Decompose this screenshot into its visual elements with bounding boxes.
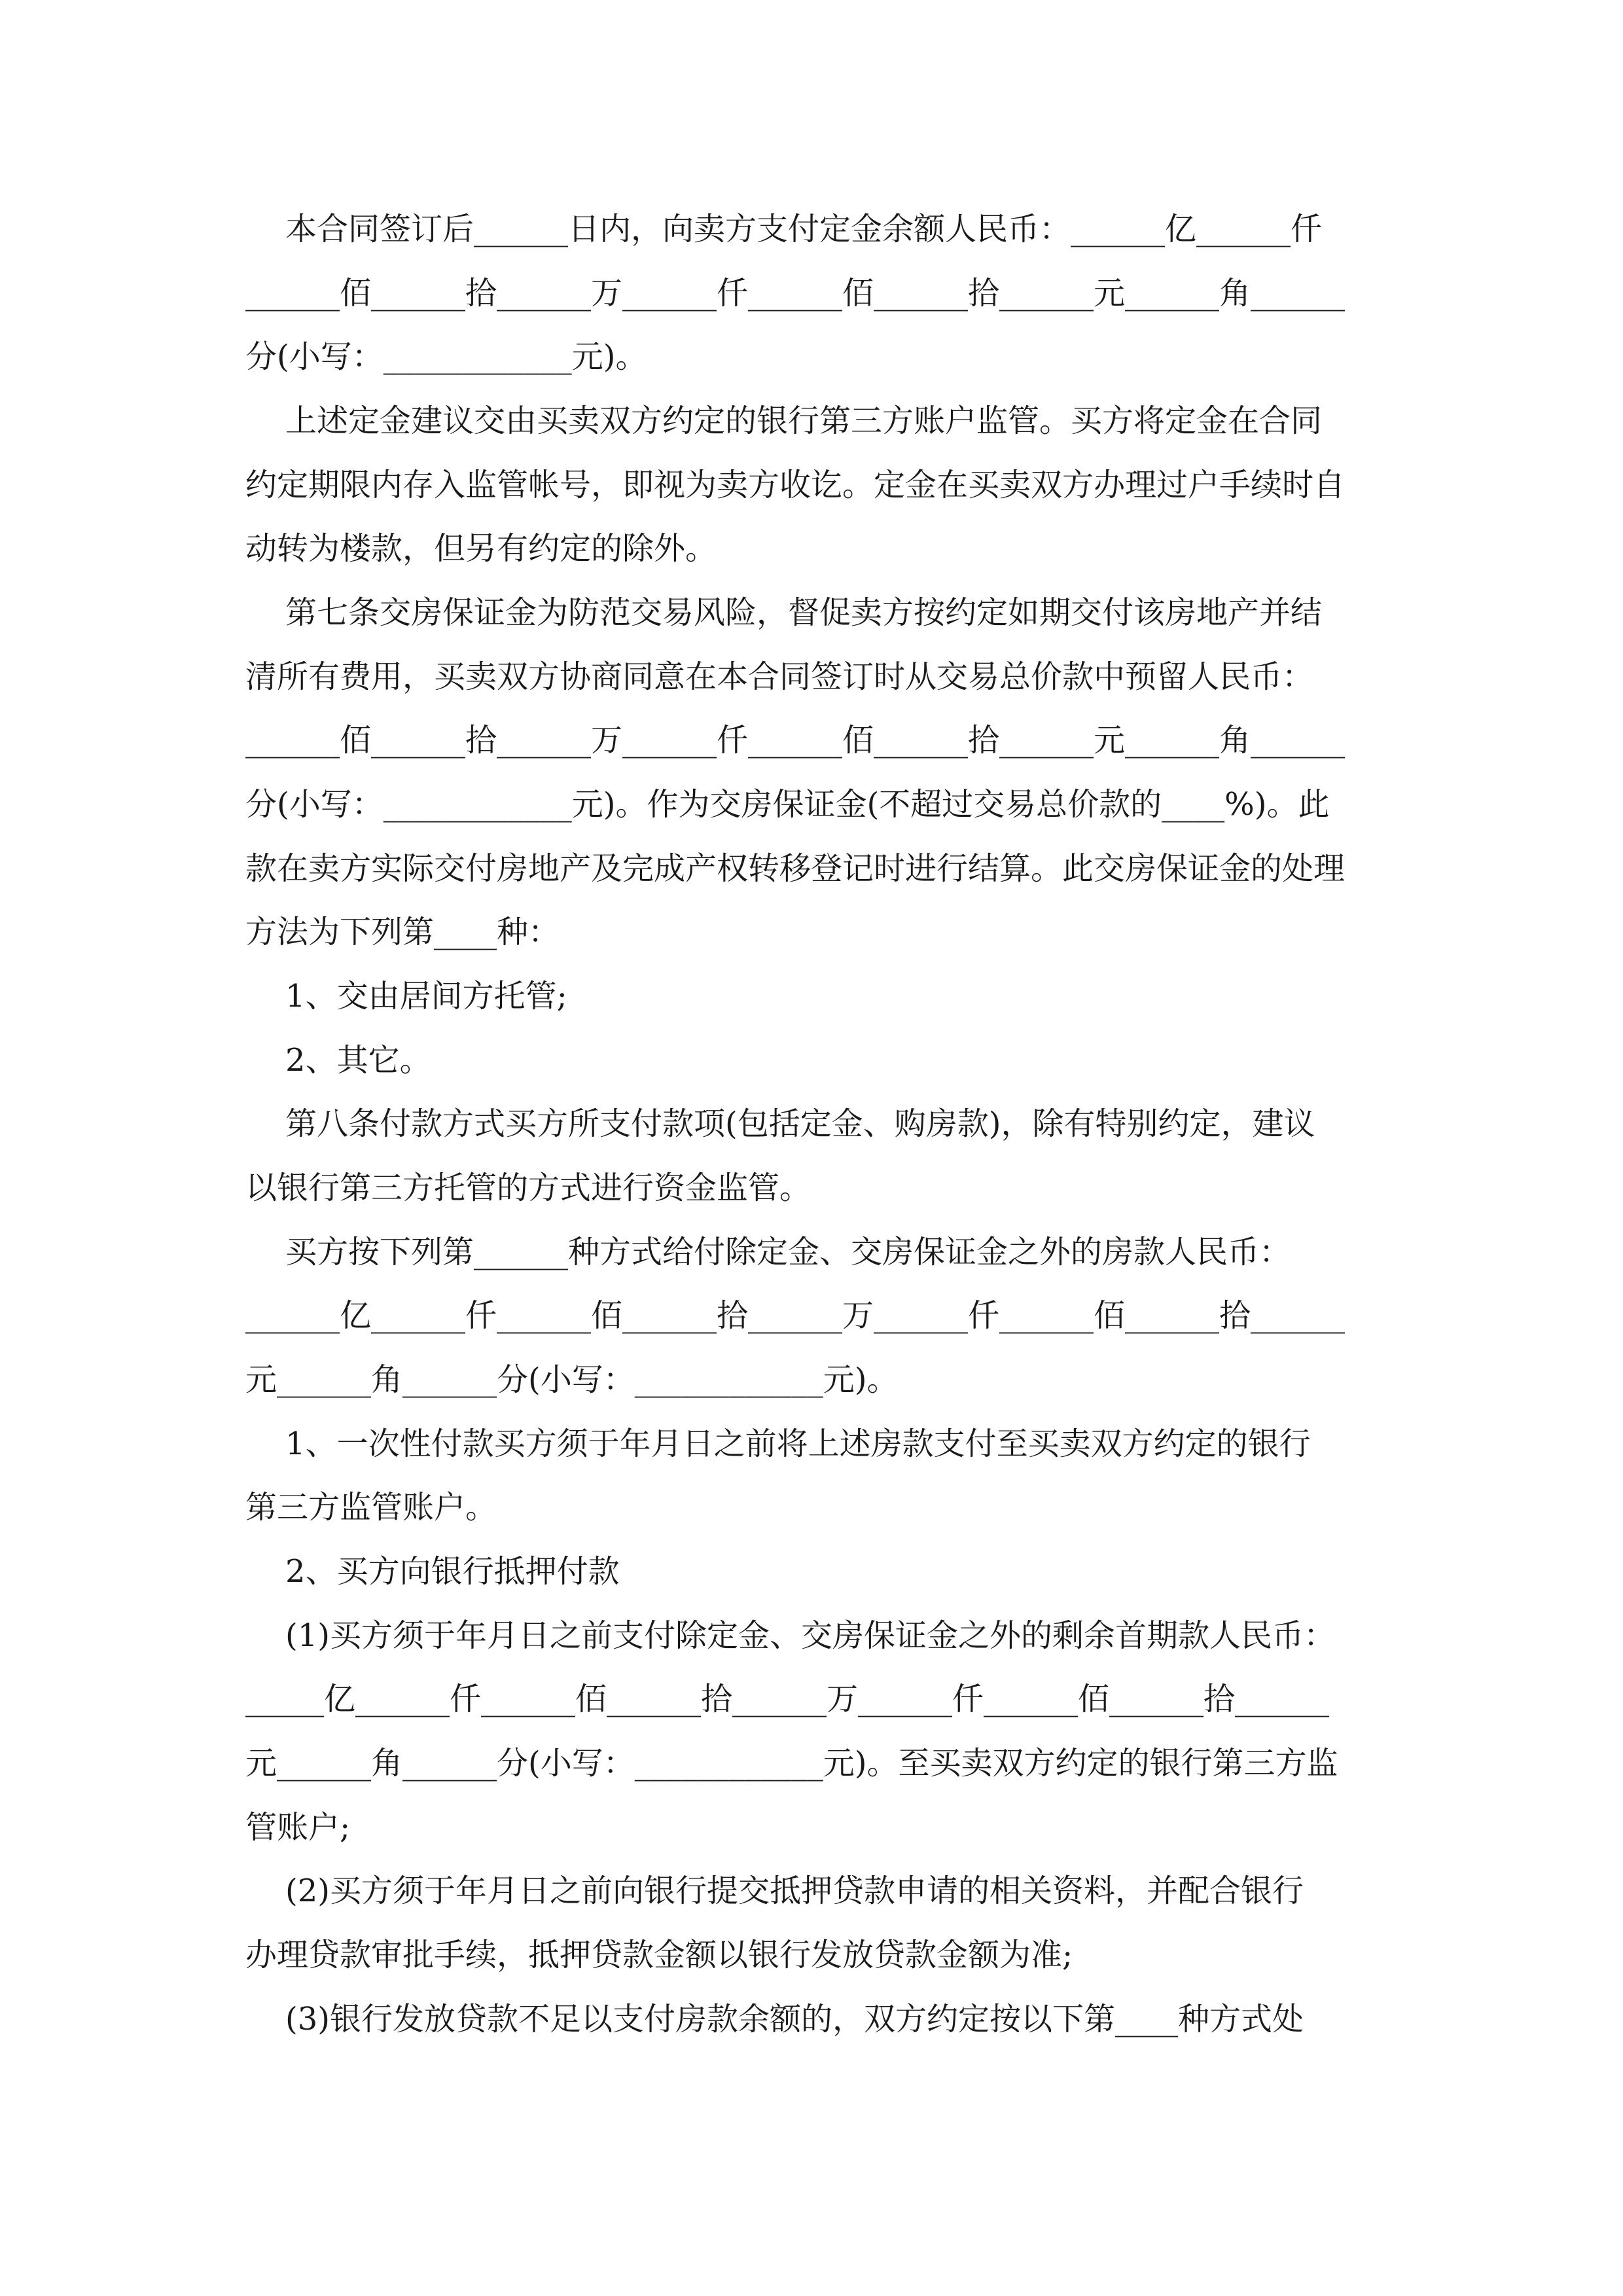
text-line: 动转为楼款，但另有约定的除外。 [245,530,717,567]
text-line: 2、买方向银行抵押付款 [245,1553,620,1590]
text-line: 本合同签订后______日内，向卖方支付定金余额人民币：______亿______仟 [245,211,1323,247]
text-line: 1、一次性付款买方须于年月日之前将上述房款支付至买卖双方约定的银行 [245,1426,1311,1462]
text-line: 第三方监管账户。 [245,1489,497,1526]
text-line: 第八条付款方式买方所支付款项(包括定金、购房款)，除有特别约定，建议 [245,1105,1315,1142]
text-line: 以银行第三方托管的方式进行资金监管。 [245,1170,812,1206]
text-line: 买方按下列第______种方式给付除定金、交房保证金之外的房款人民币： [245,1234,1291,1270]
text-line: 管账户; [245,1809,351,1846]
text-line: 清所有费用，买卖双方协商同意在本合同签订时从交易总价款中预留人民币： [245,658,1314,695]
text-line: 元______角______分(小写：____________元)。至买卖双方约定的银行第三方监 [245,1745,1338,1782]
text-line: 1、交由居间方托管; [245,978,567,1014]
text-line: ______佰______拾______万______仟______佰______拾______元______角______ [245,722,1346,759]
text-line: 元______角______分(小写：____________元)。 [245,1361,899,1398]
text-line: 第七条交房保证金为防范交易风险，督促卖方按约定如期交付该房地产并结 [245,594,1323,631]
text-line: 上述定金建议交由买卖双方约定的银行第三方账户监管。买方将定金在合同 [245,403,1323,439]
text-line: (1)买方须于年月日之前支付除定金、交房保证金之外的剩余首期款人民币： [245,1617,1336,1654]
text-line: ______亿______仟______佰______拾______万______仟______佰______拾______ [245,1297,1346,1334]
text-line: 方法为下列第____种： [245,914,560,950]
text-line: ______佰______拾______万______仟______佰______拾______元______角______ [245,275,1346,312]
text-line: _____亿______仟______佰______拾______万______仟______佰______拾______ [245,1681,1330,1717]
text-line: 款在卖方实际交付房地产及完成产权转移登记时进行结算。此交房保证金的处理 [245,850,1346,887]
text-line: 办理贷款审批手续，抵押贷款金额以银行发放贷款金额为准; [245,1937,1073,1973]
text-line: (2)买方须于年月日之前向银行提交抵押贷款申请的相关资料，并配合银行 [245,1873,1304,1909]
text-line: 2、其它。 [245,1042,431,1079]
text-line: 分(小写：____________元)。作为交房保证金(不超过交易总价款的____%)。此 [245,786,1330,823]
text-line: 分(小写：____________元)。 [245,338,647,375]
text-line: 约定期限内存入监管帐号，即视为卖方收讫。定金在买卖双方办理过户手续时自 [245,467,1346,503]
text-line: (3)银行发放贷款不足以支付房款余额的，双方约定按以下第____种方式处 [245,2001,1304,2037]
